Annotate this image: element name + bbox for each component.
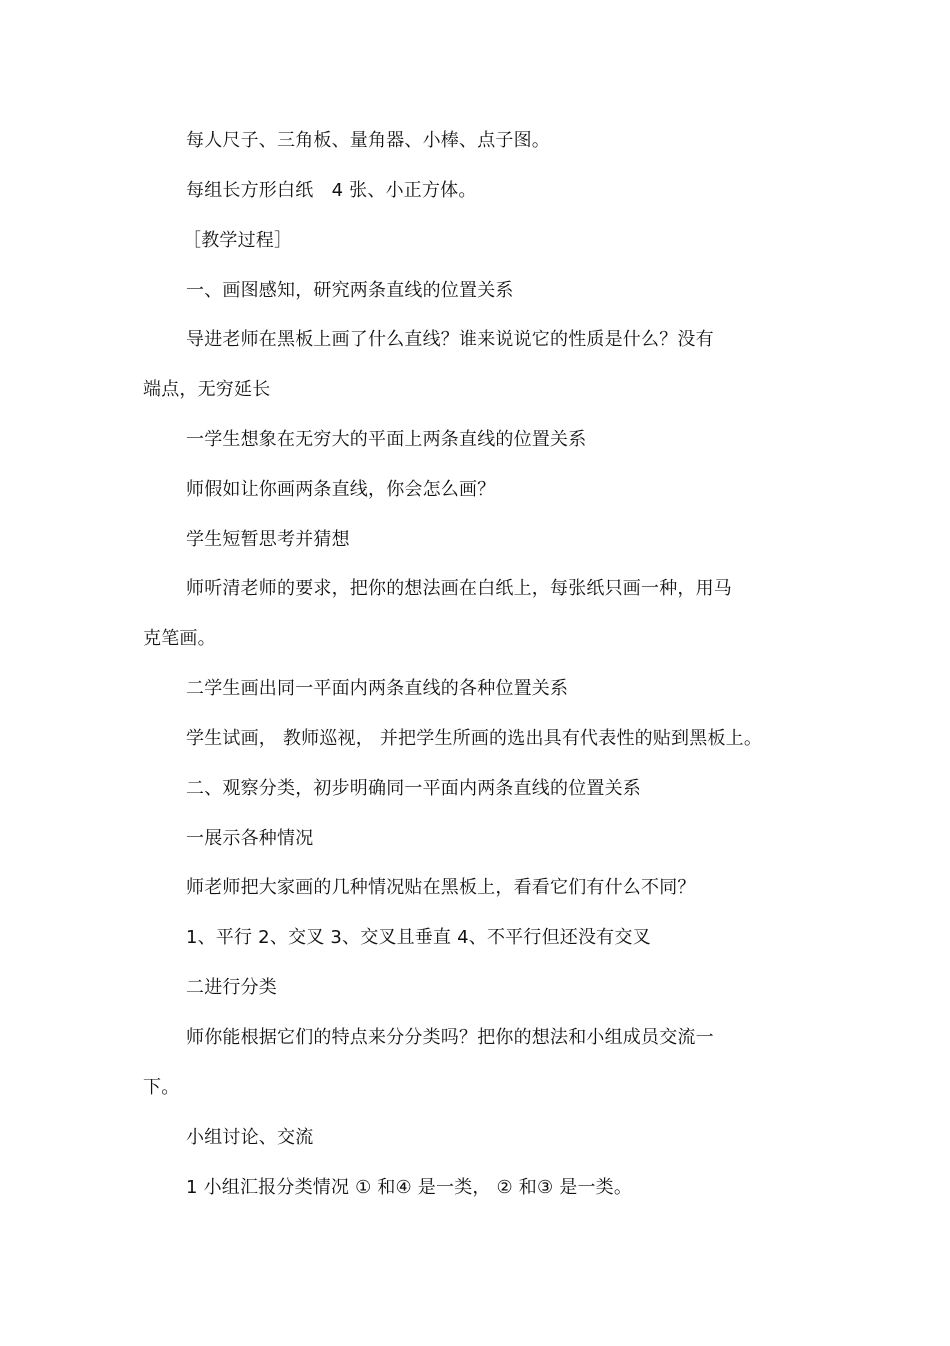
text-line: 师老师把大家画的几种情况贴在黑板上，看看它们有什么不同？	[186, 877, 696, 898]
text-line: 一展示各种情况	[186, 828, 314, 849]
text-line: 师你能根据它们的特点来分分类吗？把你的想法和小组成员交流一	[186, 1027, 714, 1048]
text-line: 每人尺子、三角板、量角器、小棒、点子图。	[186, 130, 550, 151]
text-line: 导进老师在黑板上画了什么直线？谁来说说它的性质是什么？没有	[186, 329, 714, 350]
text-line: 端点，无穷延长	[143, 379, 271, 400]
text-line: 1、平行 2、交叉 3、交叉且垂直 4、不平行但还没有交叉	[186, 927, 651, 948]
section-heading: 二、观察分类，初步明确同一平面内两条直线的位置关系	[186, 778, 641, 799]
text-line: 学生短暂思考并猜想	[186, 529, 350, 550]
text-line: 二进行分类	[186, 977, 277, 998]
text-line: 小组讨论、交流	[186, 1127, 314, 1148]
text-line: 下。	[143, 1077, 180, 1098]
text-line: 一学生想象在无穷大的平面上两条直线的位置关系	[186, 429, 587, 450]
text-line: 克笔画。	[143, 628, 216, 649]
text-line: 二学生画出同一平面内两条直线的各种位置关系	[186, 678, 569, 699]
text-line: 学生试画， 教师巡视， 并把学生所画的选出具有代表性的贴到黑板上。	[186, 728, 763, 749]
section-heading: 一、画图感知，研究两条直线的位置关系	[186, 280, 514, 301]
text-line: 师假如让你画两条直线，你会怎么画？	[186, 479, 496, 500]
text-line: 每组长方形白纸 4 张、小正方体。	[186, 180, 477, 201]
text-line: 师听清老师的要求，把你的想法画在白纸上，每张纸只画一种，用马	[186, 578, 732, 599]
section-heading: ［教学过程］	[183, 230, 293, 251]
text-line: 1 小组汇报分类情况 ① 和④ 是一类， ② 和③ 是一类。	[186, 1177, 633, 1198]
